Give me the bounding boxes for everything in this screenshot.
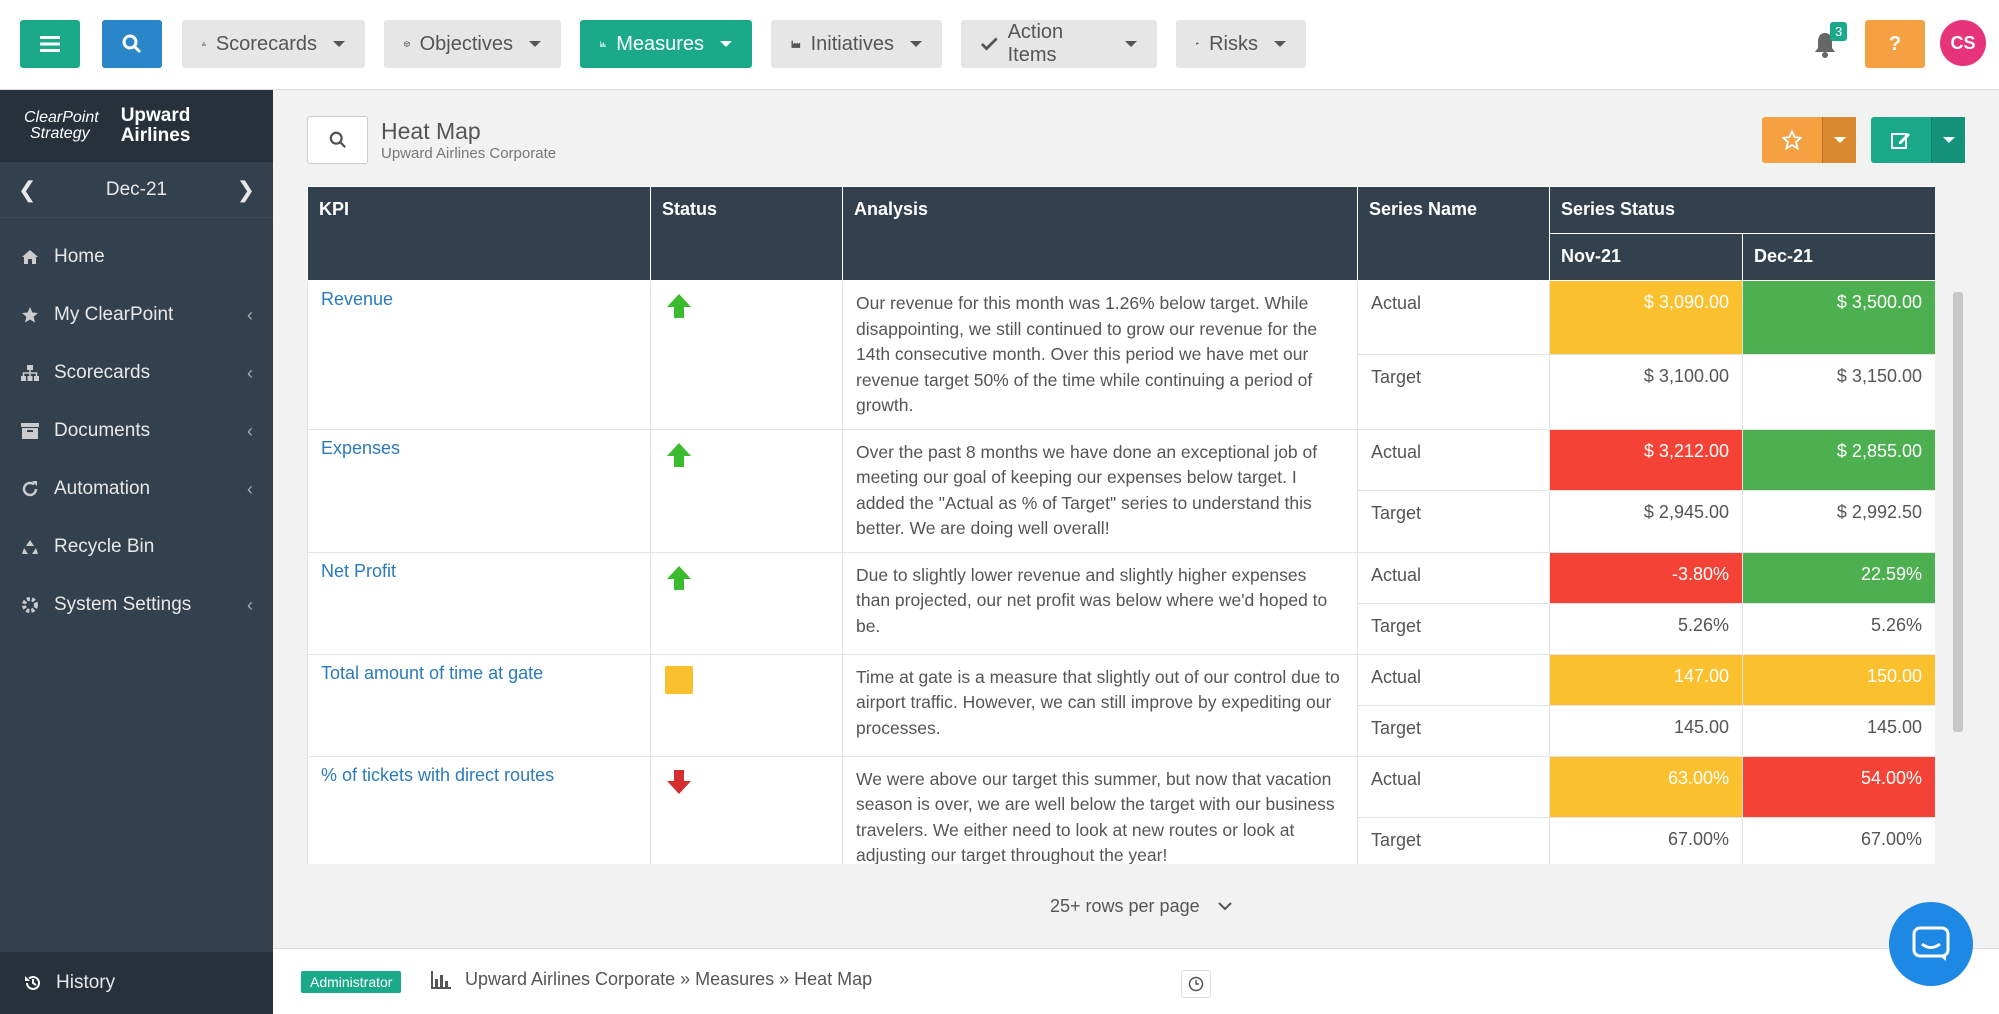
sync-icon — [20, 480, 40, 498]
series-value-cell: $ 3,090.00 — [1550, 281, 1743, 355]
status-down-icon — [664, 781, 694, 801]
check-icon — [981, 37, 998, 51]
series-name-cell: Actual — [1358, 756, 1550, 818]
home-icon — [20, 249, 40, 265]
series-value-cell: 5.26% — [1550, 603, 1743, 654]
page-search-button[interactable] — [307, 116, 368, 164]
star-icon — [20, 306, 40, 324]
history-button[interactable] — [0, 952, 273, 1014]
user-avatar[interactable]: CS — [1940, 20, 1986, 66]
chat-launcher-button[interactable] — [1889, 902, 1973, 986]
edit-dropdown-toggle[interactable] — [1931, 117, 1965, 163]
status-up-icon — [664, 305, 694, 325]
analysis-cell: Over the past 8 months we have done an exceptional job of meeting our goal of keeping our expenses below target. I added the "Actual as % of Target" series to understand this better. We are doing well overall! — [843, 429, 1358, 552]
recycle-icon — [20, 538, 40, 556]
chevron-left-icon[interactable]: ❮ — [18, 176, 37, 202]
analysis-cell: We were above our target this summer, but now that vacation season is over, we are well below the target with our business travelers. We either need to look at new routes or look at adjusting our target throughout the year! — [843, 756, 1358, 864]
hamburger-icon — [40, 36, 60, 52]
column-header-analysis[interactable]: Analysis — [843, 187, 1358, 281]
nav-risks-button[interactable] — [1176, 20, 1306, 68]
flag-icon — [1196, 35, 1199, 53]
gear-icon — [20, 596, 40, 614]
status-cell — [651, 281, 843, 430]
kpi-cell — [308, 654, 651, 756]
kpi-cell — [308, 429, 651, 552]
status-cell — [651, 654, 843, 756]
analysis-cell: Time at gate is a measure that slightly out of our control due to airport traffic. However, we can still improve by expediting our processes. — [843, 654, 1358, 756]
sitemap-icon — [20, 365, 40, 381]
breadcrumb — [431, 969, 872, 990]
bar-chart-icon — [431, 971, 451, 989]
brand-header — [0, 90, 273, 162]
nav-measures-button[interactable] — [580, 20, 752, 68]
nav-scorecards-button[interactable] — [182, 20, 365, 68]
sidebar-item-my-clearpoint[interactable] — [0, 286, 273, 344]
favorite-dropdown-toggle[interactable] — [1822, 117, 1856, 163]
chat-icon — [1912, 926, 1950, 962]
footer-bar — [273, 948, 1999, 1014]
history-label: History — [56, 972, 116, 993]
search-icon — [329, 131, 347, 149]
column-header-series-status[interactable]: Series Status — [1550, 187, 1936, 234]
series-name-cell: Actual — [1358, 281, 1550, 355]
series-value-cell: 67.00% — [1743, 818, 1936, 865]
chevron-right-icon[interactable]: ❯ — [236, 176, 255, 202]
chevron-left-icon: ‹ — [247, 594, 253, 615]
sidebar — [0, 90, 273, 1014]
status-cell — [651, 552, 843, 654]
chevron-down-icon — [529, 41, 541, 47]
role-badge: Administrator — [301, 971, 401, 993]
clock-icon — [1188, 976, 1204, 992]
column-header-dec-21[interactable]: Dec-21 — [1743, 234, 1936, 281]
series-value-cell: 63.00% — [1550, 756, 1743, 818]
series-value-cell: $ 2,855.00 — [1743, 429, 1936, 491]
global-search-button[interactable] — [102, 20, 162, 68]
sidebar-item-label: Home — [54, 246, 105, 267]
nav-scorecards-label: Scorecards — [215, 32, 317, 55]
search-icon — [122, 34, 142, 54]
star-outline-icon — [1782, 130, 1802, 150]
column-header-kpi[interactable]: KPI — [308, 187, 651, 281]
status-cell — [651, 429, 843, 552]
sidebar-item-documents[interactable] — [0, 402, 273, 460]
chevron-down-icon — [1834, 137, 1846, 143]
status-neutral-icon — [664, 679, 694, 699]
series-name-cell: Actual — [1358, 429, 1550, 491]
favorite-split-button[interactable] — [1762, 117, 1856, 163]
clock-button[interactable] — [1181, 970, 1211, 998]
series-value-cell: $ 3,500.00 — [1743, 281, 1936, 355]
sidebar-item-label: Scorecards — [54, 362, 151, 383]
chevron-down-icon — [1218, 902, 1232, 911]
nav-objectives-button[interactable] — [384, 20, 561, 68]
nav-action-items-label: Action Items — [1007, 21, 1064, 66]
chevron-down-icon — [910, 41, 922, 47]
analysis-cell: Due to slightly lower revenue and slightly higher expenses than projected, our net profit was below where we'd hoped to be. — [843, 552, 1358, 654]
period-selector — [0, 162, 273, 218]
kpi-cell — [308, 281, 651, 430]
chevron-down-icon — [1274, 41, 1286, 47]
series-value-cell: 145.00 — [1550, 705, 1743, 756]
chevron-left-icon: ‹ — [247, 478, 253, 499]
chevron-down-icon — [1943, 137, 1955, 143]
sidebar-item-label: System Settings — [54, 594, 192, 615]
table-scrollbar[interactable] — [1953, 292, 1963, 732]
sidebar-item-label: Automation — [54, 478, 151, 499]
table-row — [308, 654, 1936, 705]
column-header-status[interactable]: Status — [651, 187, 843, 281]
series-value-cell: 67.00% — [1550, 818, 1743, 865]
chevron-left-icon: ‹ — [247, 304, 253, 325]
series-value-cell: 54.00% — [1743, 756, 1936, 818]
nav-initiatives-button[interactable] — [771, 20, 942, 68]
rows-per-page-selector[interactable] — [1050, 896, 1232, 917]
status-up-icon — [664, 454, 694, 474]
sitemap-icon — [202, 36, 206, 52]
breadcrumb-text[interactable]: Upward Airlines Corporate » Measures » Heat Map — [465, 969, 873, 989]
series-value-cell: $ 3,212.00 — [1550, 429, 1743, 491]
sidebar-item-recycle-bin[interactable] — [0, 518, 273, 576]
column-header-nov-21[interactable]: Nov-21 — [1550, 234, 1743, 281]
series-name-cell: Target — [1358, 603, 1550, 654]
help-button[interactable]: ? — [1865, 20, 1925, 68]
table-row — [308, 552, 1936, 603]
kpi-cell — [308, 756, 651, 864]
series-name-cell: Target — [1358, 705, 1550, 756]
series-name-cell: Target — [1358, 491, 1550, 553]
edit-button[interactable] — [1871, 117, 1931, 163]
column-header-series-name[interactable]: Series Name — [1358, 187, 1550, 281]
chevron-down-icon — [1125, 41, 1137, 47]
nav-measures-label: Measures — [616, 32, 704, 55]
sidebar-item-label: My ClearPoint — [54, 304, 174, 325]
nav-risks-label: Risks — [1209, 32, 1258, 55]
table-row — [308, 429, 1936, 491]
period-label[interactable]: Dec-21 — [105, 178, 168, 200]
menu-toggle-button[interactable] — [20, 20, 80, 68]
rows-per-page-label: 25+ rows per page — [1050, 896, 1200, 916]
chevron-down-icon — [720, 41, 732, 47]
industry-icon — [791, 35, 801, 53]
edit-icon — [1891, 130, 1911, 150]
nav-action-items-button[interactable] — [961, 20, 1157, 68]
kpi-link[interactable]: Expenses — [321, 437, 401, 458]
bar-chart-icon — [600, 35, 606, 53]
nav-initiatives-label: Initiatives — [810, 32, 894, 55]
series-value-cell: 22.59% — [1743, 552, 1936, 603]
table-row — [308, 281, 1936, 355]
series-value-cell: -3.80% — [1550, 552, 1743, 603]
kpi-link[interactable]: Revenue — [321, 289, 394, 309]
favorite-button[interactable] — [1762, 117, 1822, 163]
series-name-cell: Target — [1358, 355, 1550, 429]
org-name: Upward Airlines — [120, 105, 191, 146]
archive-icon — [20, 423, 40, 439]
series-value-cell: 145.00 — [1743, 705, 1936, 756]
kpi-link[interactable]: % of tickets with direct routes — [321, 764, 555, 785]
series-name-cell: Actual — [1358, 552, 1550, 603]
series-value-cell: $ 3,150.00 — [1743, 355, 1936, 429]
series-value-cell: 147.00 — [1550, 654, 1743, 705]
table-row — [308, 756, 1936, 818]
sidebar-item-home[interactable] — [0, 228, 273, 286]
sidebar-item-system-settings[interactable] — [0, 576, 273, 634]
status-up-icon — [664, 577, 694, 597]
history-icon — [24, 974, 42, 992]
series-name-cell: Actual — [1358, 654, 1550, 705]
heat-map-table — [307, 186, 1935, 864]
kpi-link[interactable]: Total amount of time at gate — [321, 662, 544, 683]
heat-map-table-container — [307, 186, 1935, 864]
sidebar-item-scorecards[interactable] — [0, 344, 273, 402]
sidebar-item-automation[interactable] — [0, 460, 273, 518]
analysis-cell: Our revenue for this month was 1.26% below target. While disappointing, we still continued to grow our revenue for the 14th consecutive month. Over this period we have met our revenue target 50% of the time while continuing a period of growth. — [843, 281, 1358, 430]
page-subtitle: Upward Airlines Corporate — [381, 145, 557, 162]
clearpoint-logo: ClearPoint Strategy — [24, 109, 99, 142]
chevron-left-icon: ‹ — [247, 362, 253, 383]
kpi-cell — [308, 552, 651, 654]
nav-objectives-label: Objectives — [419, 32, 513, 55]
sidebar-item-label: Documents — [54, 420, 151, 441]
series-value-cell: 150.00 — [1743, 654, 1936, 705]
chevron-left-icon: ‹ — [247, 420, 253, 441]
cube-icon — [404, 35, 410, 53]
edit-split-button[interactable] — [1871, 117, 1965, 163]
notification-count-badge: 3 — [1830, 22, 1847, 41]
series-value-cell: $ 2,992.50 — [1743, 491, 1936, 553]
top-navbar — [0, 0, 1999, 90]
series-name-cell: Target — [1358, 818, 1550, 865]
page-title: Heat Map — [381, 118, 481, 144]
status-cell — [651, 756, 843, 864]
series-value-cell: $ 3,100.00 — [1550, 355, 1743, 429]
chevron-down-icon — [333, 41, 345, 47]
series-value-cell: $ 2,945.00 — [1550, 491, 1743, 553]
series-value-cell: 5.26% — [1743, 603, 1936, 654]
kpi-link[interactable]: Net Profit — [321, 560, 397, 581]
sidebar-item-label: Recycle Bin — [54, 536, 155, 557]
